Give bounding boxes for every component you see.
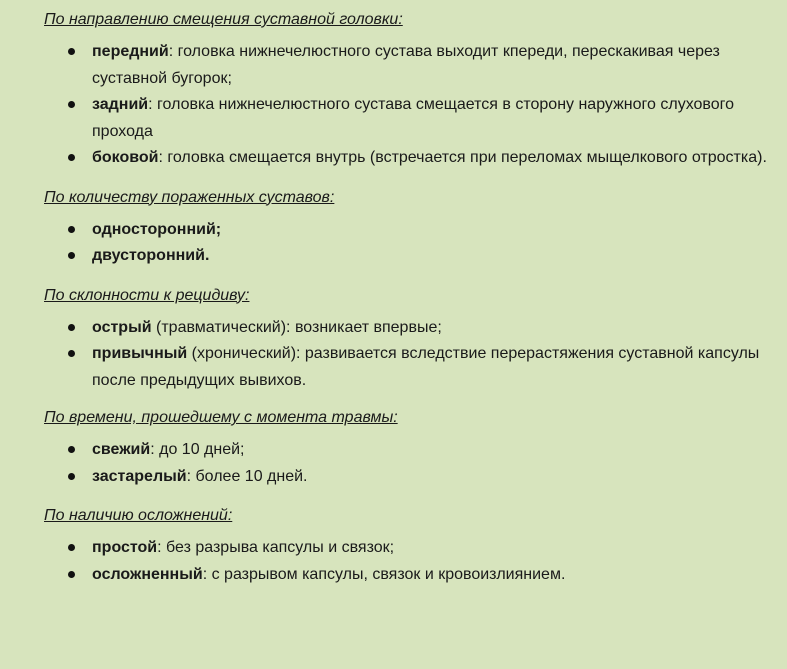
- section-time-since-injury: [44, 407, 767, 490]
- item-term: задний: [92, 96, 149, 113]
- item-term: передний: [92, 43, 169, 60]
- list-item: [44, 92, 772, 145]
- section-heading: По количеству пораженных суставов:: [44, 188, 335, 206]
- section-joint-count: [44, 187, 767, 270]
- item-text: : до 10 дней;: [150, 441, 245, 458]
- bullet-icon: [68, 226, 75, 233]
- bullet-icon: [68, 101, 75, 108]
- item-text: (травматический): возникает впервые;: [151, 318, 442, 336]
- list-item: [44, 535, 772, 562]
- bullet-icon: [68, 571, 75, 578]
- item-text: : головка нижнечелюстного сустава смещается в сторону наружного слухового прохода: [92, 96, 735, 140]
- section-heading: По времени, прошедшему с момента травмы:: [44, 409, 398, 426]
- item-term: застарелый: [92, 467, 187, 485]
- bullet-icon: [68, 446, 75, 453]
- item-term: простой: [92, 539, 158, 556]
- list-item: [44, 217, 772, 244]
- bullet-list: [44, 535, 767, 588]
- section-direction: [44, 9, 767, 172]
- bullet-icon: [68, 324, 75, 331]
- item-text: : более 10 дней.: [186, 467, 308, 485]
- item-term: острый: [92, 318, 152, 336]
- bullet-list: [44, 39, 767, 172]
- item-term: осложненный: [92, 565, 203, 583]
- section-complications: [44, 505, 767, 588]
- list-item: [44, 243, 772, 270]
- section-heading: По склонности к рецидиву:: [44, 286, 250, 304]
- item-term: боковой: [92, 149, 159, 166]
- bullet-list: [44, 217, 767, 270]
- bullet-icon: [68, 252, 75, 259]
- section-heading: По наличию осложнений:: [44, 507, 233, 524]
- item-term: привычный: [92, 345, 188, 362]
- list-item: [44, 341, 772, 394]
- list-item: [44, 39, 772, 92]
- bullet-list: [44, 437, 767, 490]
- list-item: [44, 562, 772, 589]
- bullet-icon: [68, 544, 75, 551]
- item-text: (хронический): развивается вследствие перерастяжения суставной капсулы после предыдущих вывихов.: [92, 345, 760, 389]
- item-term: односторонний;: [92, 220, 222, 238]
- bullet-list: [44, 315, 767, 395]
- item-text: : без разрыва капсулы и связок;: [157, 539, 395, 556]
- bullet-icon: [68, 48, 75, 55]
- item-text: : с разрывом капсулы, связок и кровоизлиянием.: [202, 565, 566, 583]
- bullet-icon: [68, 473, 75, 480]
- section-recurrence: [44, 285, 767, 395]
- list-item: [44, 437, 772, 464]
- item-text: : головка смещается внутрь (встречается при переломах мыщелкового отростка).: [158, 149, 767, 166]
- bullet-icon: [68, 350, 75, 357]
- item-text: : головка нижнечелюстного сустава выходит кпереди, перескакивая через суставной бугорок;: [92, 43, 720, 87]
- item-term: свежий: [92, 441, 151, 458]
- item-term: двусторонний.: [92, 247, 210, 264]
- bullet-icon: [68, 154, 75, 161]
- section-heading: По направлению смещения суставной головки:: [44, 11, 403, 28]
- list-item: [44, 315, 772, 342]
- list-item: [44, 464, 772, 491]
- list-item: [44, 145, 772, 172]
